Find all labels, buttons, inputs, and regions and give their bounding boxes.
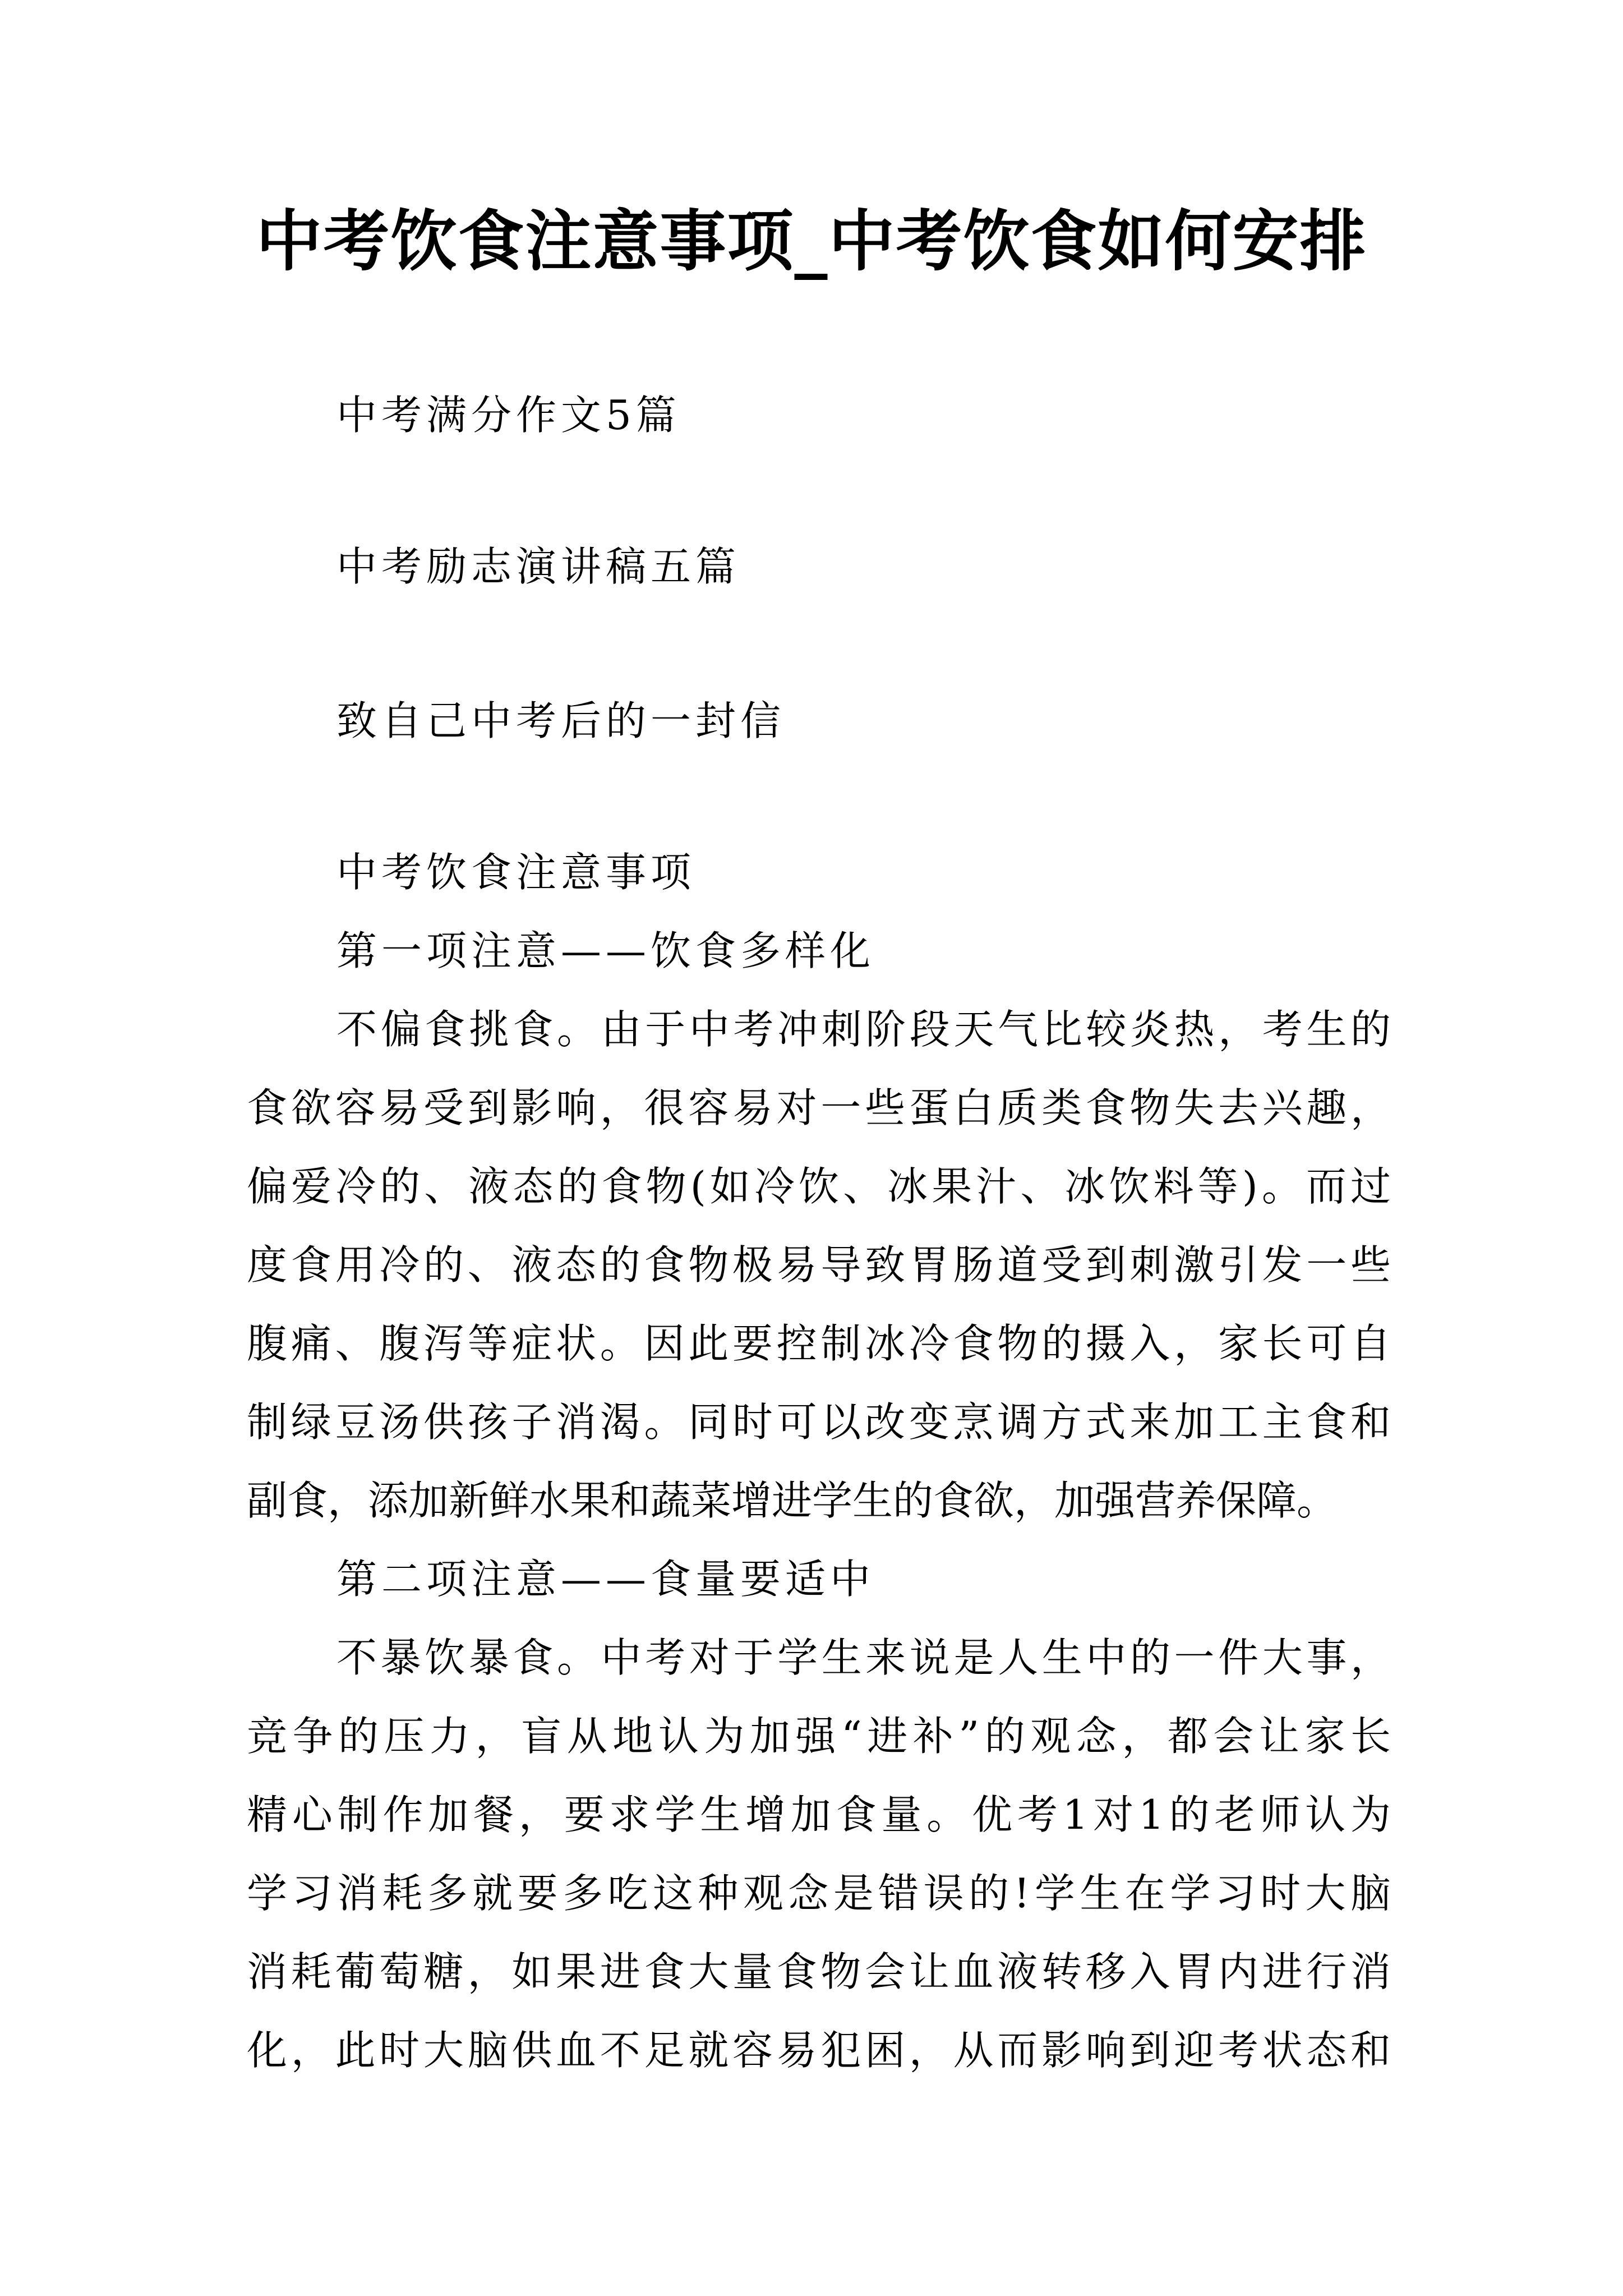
item-1-line: 腹痛、腹泻等症状。因此要控制冰冷食物的摄入，家长可自 — [247, 1320, 1391, 1367]
item-1-line: 副食，添加新鲜水果和蔬菜增进学生的食欲，加强营养保障。 — [247, 1477, 1338, 1524]
item-2-line: 消耗葡萄糖，如果进食大量食物会让血液转移入胃内进行消 — [247, 1948, 1391, 1995]
related-link-essay[interactable]: 中考满分作文5篇 — [336, 392, 681, 439]
related-link-speech[interactable]: 中考励志演讲稿五篇 — [336, 543, 741, 590]
item-2-line: 竞争的压力，盲从地认为加强“进补”的观念，都会让家长 — [247, 1713, 1391, 1760]
item-heading-2: 第二项注意——食量要适中 — [336, 1556, 875, 1603]
item-2-line: 学习消耗多就要多吃这种观念是错误的!学生在学习时大脑 — [247, 1870, 1391, 1917]
related-link-letter[interactable]: 致自己中考后的一封信 — [336, 697, 786, 744]
item-1-line: 度食用冷的、液态的食物极易导致胃肠道受到刺激引发一些 — [247, 1241, 1391, 1289]
item-1-line: 不偏食挑食。由于中考冲刺阶段天气比较炎热，考生的 — [336, 1006, 1391, 1053]
section-heading: 中考饮食注意事项 — [336, 849, 696, 896]
document-title: 中考饮食注意事项_中考饮食如何安排 — [256, 202, 1367, 280]
item-1-line: 偏爱冷的、液态的食物(如冷饮、冰果汁、冰饮料等)。而过 — [247, 1163, 1391, 1210]
item-2-line: 不暴饮暴食。中考对于学生来说是人生中的一件大事， — [336, 1634, 1391, 1681]
item-2-line: 精心制作加餐，要求学生增加食量。优考1对1的老师认为 — [247, 1791, 1391, 1838]
item-2-line: 化，此时大脑供血不足就容易犯困，从而影响到迎考状态和 — [247, 2027, 1391, 2074]
item-1-line: 食欲容易受到影响，很容易对一些蛋白质类食物失去兴趣， — [247, 1084, 1391, 1131]
item-1-line: 制绿豆汤供孩子消渴。同时可以改变烹调方式来加工主食和 — [247, 1398, 1391, 1446]
item-heading-1: 第一项注意——饮食多样化 — [336, 927, 875, 974]
